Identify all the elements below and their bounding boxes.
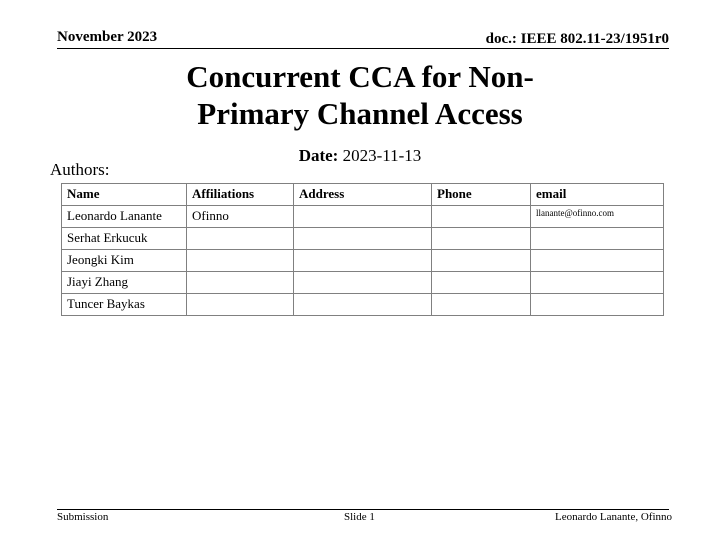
slide-title (100, 58, 620, 132)
author-name: Leonardo Lanante (62, 206, 187, 228)
slide-title-line-2: Primary Channel Access (197, 96, 523, 131)
footer-author: Leonardo Lanante, Ofinno (555, 511, 672, 523)
author-phone (432, 206, 531, 228)
author-phone (432, 272, 531, 294)
author-name: Jeongki Kim (62, 250, 187, 272)
author-phone (432, 250, 531, 272)
author-address (294, 272, 432, 294)
table-row (62, 228, 664, 250)
author-affiliation (187, 272, 294, 294)
header-divider (57, 48, 669, 49)
author-email: llanante@ofinno.com (531, 206, 664, 228)
author-name: Jiayi Zhang (62, 272, 187, 294)
header-date: November 2023 (57, 29, 158, 45)
column-header-phone: Phone (432, 184, 531, 206)
footer-submission: Submission (57, 511, 109, 523)
footer-slide-number: Slide 1 (344, 511, 375, 523)
author-affiliation (187, 228, 294, 250)
authors-table (61, 183, 664, 316)
author-affiliation (187, 294, 294, 316)
author-phone (432, 228, 531, 250)
author-address (294, 228, 432, 250)
slide-title-line-1: Concurrent CCA for Non- (186, 59, 534, 94)
column-header-affiliations: Affiliations (187, 184, 294, 206)
header-doc-id: doc.: IEEE 802.11-23/1951r0 (485, 31, 669, 47)
author-address (294, 294, 432, 316)
table-row (62, 250, 664, 272)
author-email (531, 294, 664, 316)
author-email (531, 250, 664, 272)
author-name: Serhat Erkucuk (62, 228, 187, 250)
table-row (62, 206, 664, 228)
table-row (62, 272, 664, 294)
author-affiliation (187, 250, 294, 272)
author-email (531, 272, 664, 294)
date-value: 2023-11-13 (342, 146, 422, 165)
column-header-name: Name (62, 184, 187, 206)
author-affiliation: Ofinno (187, 206, 294, 228)
author-phone (432, 294, 531, 316)
author-name: Tuncer Baykas (62, 294, 187, 316)
authors-label: Authors: (50, 160, 110, 179)
author-address (294, 206, 432, 228)
author-address (294, 250, 432, 272)
author-email (531, 228, 664, 250)
table-header-row (62, 184, 664, 206)
footer-divider (57, 509, 669, 510)
table-row (62, 294, 664, 316)
column-header-email: email (531, 184, 664, 206)
column-header-address: Address (294, 184, 432, 206)
date-label: Date: (298, 146, 339, 165)
